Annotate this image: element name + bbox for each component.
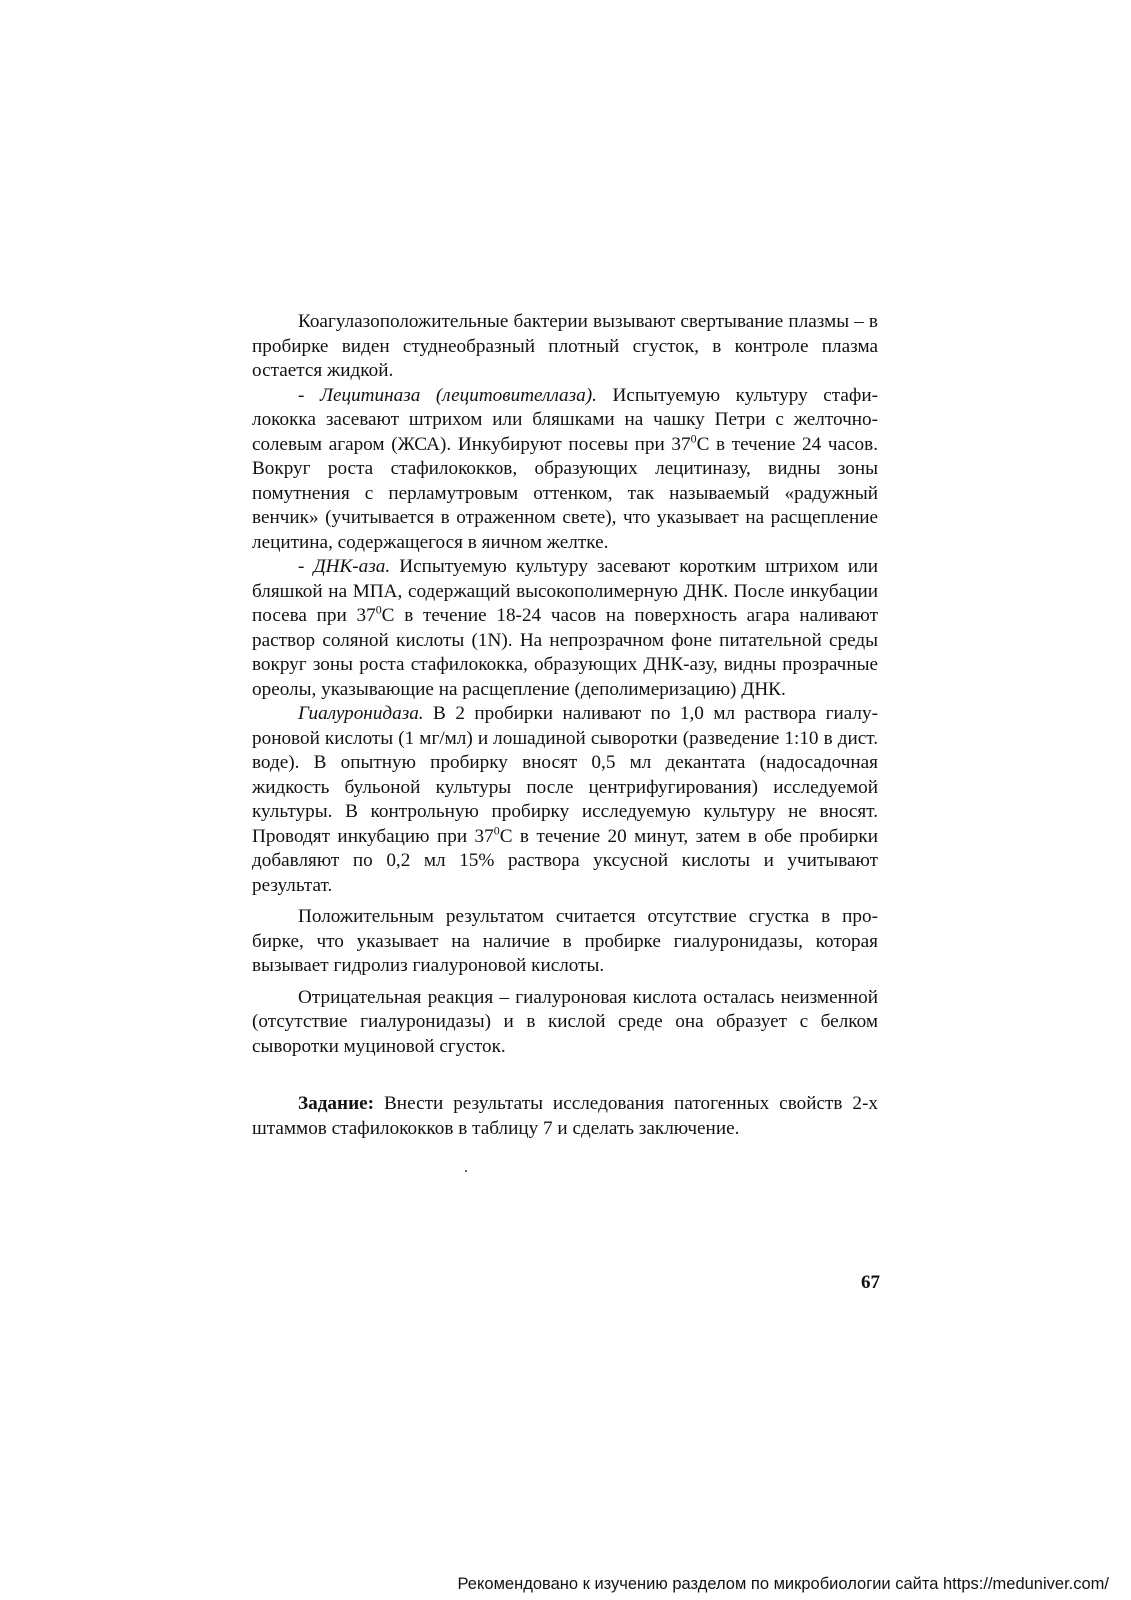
degree-superscript: 0	[375, 602, 382, 617]
task-text: Внести результаты исследования патогенных свойств 2-х штаммов стафилококков в таблицу 7 и сделать заключение.	[252, 1093, 878, 1139]
paragraph-text: С в течение 20 минут, затем в обе пробирки добавляют по 0,2 мл 15% раствора уксусной кислоты и учитывают результат.	[252, 825, 878, 896]
paragraph-coagulase: Коагулазоположительные бактерии вызывают свертывание плазмы – в пробирке виден студнеобразный плотный сгусток, в контроле плазма остается жидкой.	[252, 311, 878, 381]
term-lecithinase: Лецитиназа (лецитовителлаза).	[319, 384, 597, 406]
document-body	[252, 310, 878, 1141]
list-dash: -	[298, 384, 320, 406]
paragraph-negative-result: Отрицательная реакция – гиалуроновая кислота осталась неизменной (отсутствие гиалуронидазы) и в кислой среде она образует с белком сыворотки муциновой сгусток.	[252, 986, 878, 1057]
paragraph-text: С в течение 24 часов. Вокруг роста стафилококков, образующих лецитиназу, видны зоны помутнения с перламутровым оттенком, так называемый «радужный венчик» (учитывается в отраженном свете), что указывает на расщепление лецитина, содержащегося в яичном желтке.	[252, 433, 878, 553]
list-dash: -	[298, 556, 314, 577]
paragraph-text: Испытуемую культуру стафилококка засевают штрихом или бляшками на чашку Петри с желточно-солевым агаром (ЖСА). Инкубируют посевы при 37	[252, 384, 879, 455]
paragraph-lecithinase	[252, 384, 878, 556]
task-label: Задание:	[298, 1093, 375, 1114]
paragraph-positive-result: Положительным результатом считается отсутствие сгустка в пробирке, что указывает на наличие в пробирке гиалуронидазы, которая вызывает гидролиз гиалуроновой кислоты.	[252, 906, 878, 976]
page-number: 67	[861, 1272, 880, 1293]
footer-recommendation: Рекомендовано к изучению разделом по микробиологии сайта https://meduniver.com/	[457, 1575, 1109, 1593]
term-dnase: ДНК-аза.	[313, 556, 391, 577]
paragraph-text: В 2 пробирки наливают по 1,0 мл раствора гиалуроновой кислоты (1 мг/мл) и лошадиной сыворотки (разведение 1:10 в дист. воде). В опытную пробирку вносят 0,5 мл декантата (надосадочная жидкость бульоной культуры после центрифугирования) исследуемой культуры. В контрольную пробирку исследуемую культуру не вносят. Проводят инкубацию при 37	[252, 703, 878, 847]
stray-dot	[465, 1170, 467, 1172]
paragraph-task	[252, 1092, 878, 1141]
paragraph-text: С в течение 18-24 часов на поверхность агара наливают раствор соляной кислоты (1N). На непрозрачном фоне питательной среды вокруг зоны роста стафилококка, образующих ДНК-азу, видны прозрачные ореолы, указывающие на расщепление (деполимеризацию) ДНК.	[252, 605, 878, 700]
paragraph-dnase	[252, 555, 878, 702]
term-hyaluronidase: Гиалуронидаза.	[298, 703, 424, 724]
paragraph-text: Испытуемую культуру засевают коротким штрихом или бляшкой на МПА, содержащий высокополимерную ДНК. После инкубации посева при 37	[252, 556, 878, 626]
paragraph-hyaluronidase	[252, 702, 878, 898]
degree-superscript: 0	[493, 823, 500, 838]
degree-superscript: 0	[690, 431, 697, 446]
